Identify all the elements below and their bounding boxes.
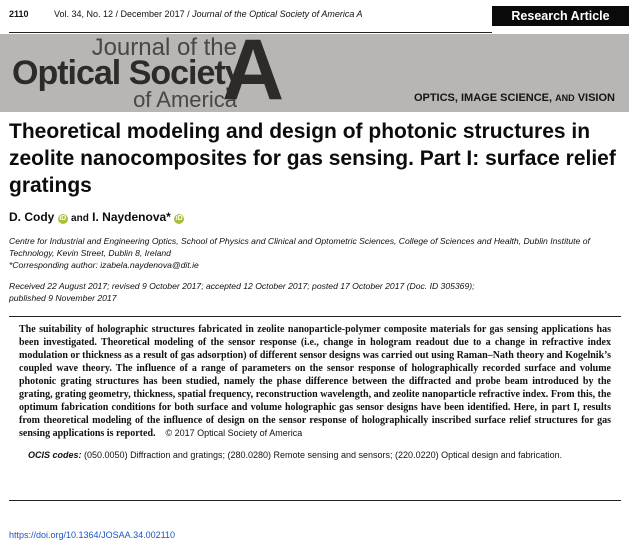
ocis-label: OCIS codes: <box>28 450 82 460</box>
journal-masthead <box>0 34 629 112</box>
author-1[interactable]: D. Cody <box>9 210 55 224</box>
doi-link[interactable]: https://doi.org/10.1364/JOSAA.34.002110 <box>9 530 175 540</box>
article-title: Theoretical modeling and design of photonic structures in zeolite nanocomposites for gas sensing. Part I: surface relief gratings <box>9 120 616 197</box>
orcid-icon[interactable]: iD <box>59 215 67 222</box>
masthead-line-3: of America <box>133 87 237 112</box>
abstract-section <box>9 316 621 501</box>
page-number: 2110 <box>9 9 29 19</box>
masthead-line-2: Optical Society <box>12 54 243 92</box>
ocis-values: (050.0050) Diffraction and gratings; (280.0280) Remote sensing and sensors; (220.0220) Optical design and fabrication. <box>84 450 563 460</box>
publication-dates <box>9 280 621 304</box>
abstract-text: The suitability of holographic structures fabricated in zeolite nanoparticle-polymer composite materials for gas sensing applications has been investigated. Theoretical modeling of the sensor response (i.e., change in hologram readout due to a change in refractive index modulation or thickness as a result of gas adsorption) of different sensor designs was carried out using Raman–Nath theory and Kogelnik’s coupled wave theory. The influence of a range of parameters on the sensor response of holographically recorded surface and volume photonic grating structures has been studied, namely the phase difference between the diffracted and probe beam introduced by the grating, grating geometry, thickness, spatial frequency, reconstruction wavelength, and zeolite nanoparticle refractive index. From this, the optimum fabrication conditions for both surface and volume holographic gas sensor designs have been identified. Here, in part I, results from theoretical modeling of the influence of design on the sensor response of holographically inscribed surface relief structures for gas sensing applications is reported. <box>19 324 611 439</box>
orcid-icon[interactable]: iD <box>175 215 183 222</box>
masthead-line-1: Journal of the <box>91 34 237 61</box>
author-list <box>9 210 184 224</box>
copyright-notice: © 2017 Optical Society of America <box>165 428 303 438</box>
journal-citation: Vol. 34, No. 12 / December 2017 / Journal of the Optical Society of America A <box>54 9 363 19</box>
dates-line-1: Received 22 August 2017; revised 9 October 2017; accepted 12 October 2017; posted 17 October 2017 (Doc. ID 305369); <box>9 281 475 291</box>
author-2[interactable]: I. Naydenova* <box>92 210 171 224</box>
header-rule <box>9 32 492 33</box>
ocis-codes <box>28 448 614 462</box>
abstract <box>19 323 611 440</box>
article-type-badge: Research Article <box>492 6 629 26</box>
author-conjunction: and <box>71 213 89 224</box>
running-header <box>0 6 629 26</box>
masthead-tagline: OPTICS, IMAGE SCIENCE, AND VISION <box>413 92 615 104</box>
affiliation-text: Centre for Industrial and Engineering Optics, School of Physics and Clinical and Optometric Sciences, College of Sciences and Health, Dublin Institute of Technology, Kevin Street, Dublin 8, Ireland <box>9 236 590 258</box>
affiliations <box>9 235 621 271</box>
corresponding-author: *Corresponding author: izabela.naydenova@dit.ie <box>9 260 199 270</box>
masthead-letter: A <box>222 34 285 112</box>
dates-line-2: published 9 November 2017 <box>9 293 117 303</box>
